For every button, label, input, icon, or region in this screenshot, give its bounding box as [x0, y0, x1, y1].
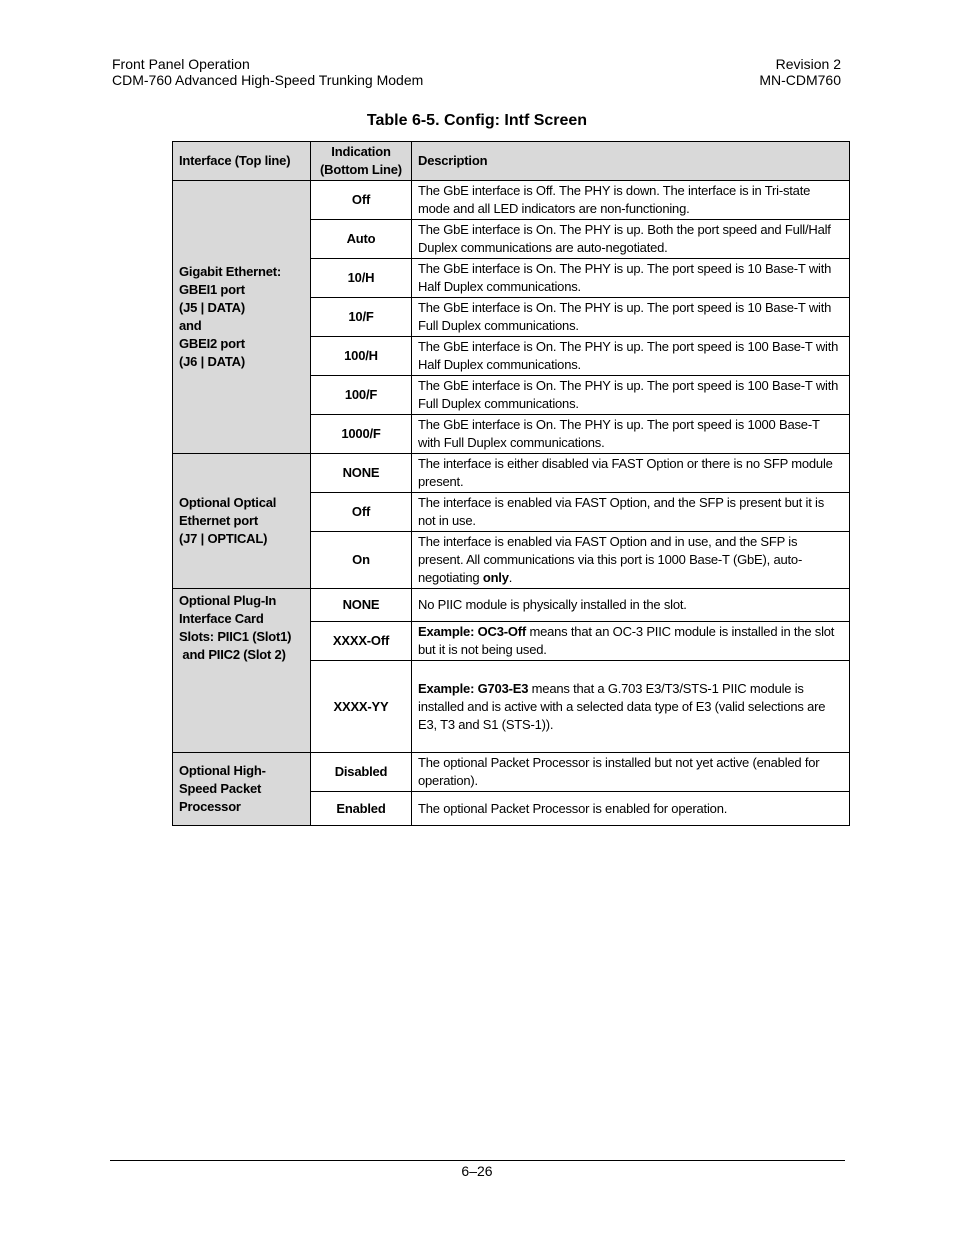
- indication-cell: NONE: [311, 454, 412, 493]
- group-label-line: (J6 | DATA): [179, 354, 245, 369]
- indication-cell: XXXX-YY: [311, 661, 412, 753]
- table-row: [173, 589, 850, 622]
- indication-cell: Off: [311, 493, 412, 532]
- description-emphasis: Example: OC3-Off: [418, 624, 527, 639]
- indication-cell: 100/F: [311, 376, 412, 415]
- group-cell-gigabit-ethernet: [173, 181, 311, 454]
- table-title: Table 6-5. Config: Intf Screen: [366, 112, 588, 129]
- indication-cell: Disabled: [311, 753, 412, 792]
- table-row: [173, 454, 850, 493]
- group-label-line: Optional High-: [179, 763, 266, 778]
- description-emphasis: Example: G703-E3: [418, 680, 529, 696]
- group-label-line: GBEI1 port: [179, 282, 245, 297]
- column-header-interface: Interface (Top line): [173, 142, 311, 181]
- description-cell: The GbE interface is On. The PHY is up. The port speed is 1000 Base-T with Full Duplex communications.: [412, 415, 850, 454]
- indication-cell: Enabled: [311, 792, 412, 826]
- group-label-line: Gigabit Ethernet:: [179, 264, 282, 279]
- indication-cell: NONE: [311, 589, 412, 622]
- group-label-line: Ethernet port: [179, 513, 259, 528]
- description-cell: The interface is either disabled via FAST Option or there is no SFP module present.: [412, 454, 850, 493]
- description-cell: The GbE interface is On. The PHY is up. The port speed is 100 Base-T with Half Duplex communications.: [412, 337, 850, 376]
- footer-divider: [110, 1160, 845, 1161]
- table-header-row: [173, 142, 850, 181]
- group-label-line: (J5 | DATA): [179, 300, 245, 315]
- column-header-indication: [311, 142, 412, 181]
- column-header-description: Description: [412, 142, 850, 181]
- description-text: means that an OC-3 PIIC module is installed in the slot but it is not being used.: [418, 624, 835, 657]
- indication-cell: On: [311, 532, 412, 589]
- group-label-line: and: [179, 318, 202, 333]
- description-text: means that a G.703 E3/T3/STS-1 PIIC module is installed and is active with a selected data type of E3 (valid selections are E3, T3 and S1 (STS-1)).: [418, 680, 826, 732]
- group-label-line: (J7 | OPTICAL): [179, 531, 268, 546]
- indication-cell: Off: [311, 181, 412, 220]
- header-doc-number: MN-CDM760: [759, 72, 841, 88]
- header-section-title: Front Panel Operation: [112, 56, 250, 72]
- indication-cell: 100/H: [311, 337, 412, 376]
- table-row: [173, 753, 850, 792]
- indication-cell: Auto: [311, 220, 412, 259]
- indication-cell: XXXX-Off: [311, 622, 412, 661]
- page-number: 6–26: [461, 1163, 493, 1179]
- description-cell: The GbE interface is On. The PHY is up. Both the port speed and Full/Half Duplex communications are auto-negotiated.: [412, 220, 850, 259]
- header-revision: Revision 2: [775, 56, 841, 72]
- description-cell: The optional Packet Processor is installed but not yet active (enabled for operation).: [412, 753, 850, 792]
- description-emphasis: only: [482, 570, 509, 585]
- description-text: The interface is enabled via FAST Option and in use, and the SFP is present. All communications via this port is 1000 Base-T (GbE), auto-negotiating: [418, 534, 803, 585]
- group-label-line: Speed Packet: [179, 781, 262, 796]
- group-label-line: Processor: [179, 799, 241, 814]
- group-label-line: Optional Plug-In: [179, 593, 277, 608]
- description-cell: [412, 622, 850, 661]
- group-cell-piic-slots: [173, 589, 311, 753]
- column-header-indication-line2: (Bottom Line): [320, 162, 402, 177]
- indication-cell: 1000/F: [311, 415, 412, 454]
- group-cell-packet-processor: [173, 753, 311, 826]
- header-document-title: CDM-760 Advanced High-Speed Trunking Modem: [112, 72, 424, 88]
- description-cell: The interface is enabled via FAST Option, and the SFP is present but it is not in use.: [412, 493, 850, 532]
- page-header-right: [759, 56, 841, 88]
- description-cell: The GbE interface is Off. The PHY is down. The interface is in Tri-state mode and all LED indicators are non-functioning.: [412, 181, 850, 220]
- description-cell: [412, 532, 850, 589]
- description-cell: No PIIC module is physically installed in the slot.: [412, 589, 850, 622]
- description-cell: [412, 661, 850, 753]
- table-row: [173, 181, 850, 220]
- group-label-line: Interface Card: [179, 611, 264, 626]
- indication-cell: 10/H: [311, 259, 412, 298]
- group-label-line: and PIIC2 (Slot 2): [179, 647, 286, 662]
- group-label-line: Slots: PIIC1 (Slot1): [179, 629, 292, 644]
- description-cell: The GbE interface is On. The PHY is up. The port speed is 100 Base-T with Full Duplex communications.: [412, 376, 850, 415]
- config-intf-table: [172, 141, 850, 826]
- description-text: .: [508, 570, 513, 585]
- description-cell: The GbE interface is On. The PHY is up. The port speed is 10 Base-T with Half Duplex communications.: [412, 259, 850, 298]
- column-header-indication-line1: Indication: [331, 144, 391, 159]
- description-cell: The GbE interface is On. The PHY is up. The port speed is 10 Base-T with Full Duplex communications.: [412, 298, 850, 337]
- group-cell-optical-ethernet: [173, 454, 311, 589]
- group-label-line: Optional Optical: [179, 495, 277, 510]
- description-cell: The optional Packet Processor is enabled for operation.: [412, 792, 850, 826]
- indication-cell: 10/F: [311, 298, 412, 337]
- group-label-line: GBEI2 port: [179, 336, 245, 351]
- page-header-left: [112, 56, 423, 88]
